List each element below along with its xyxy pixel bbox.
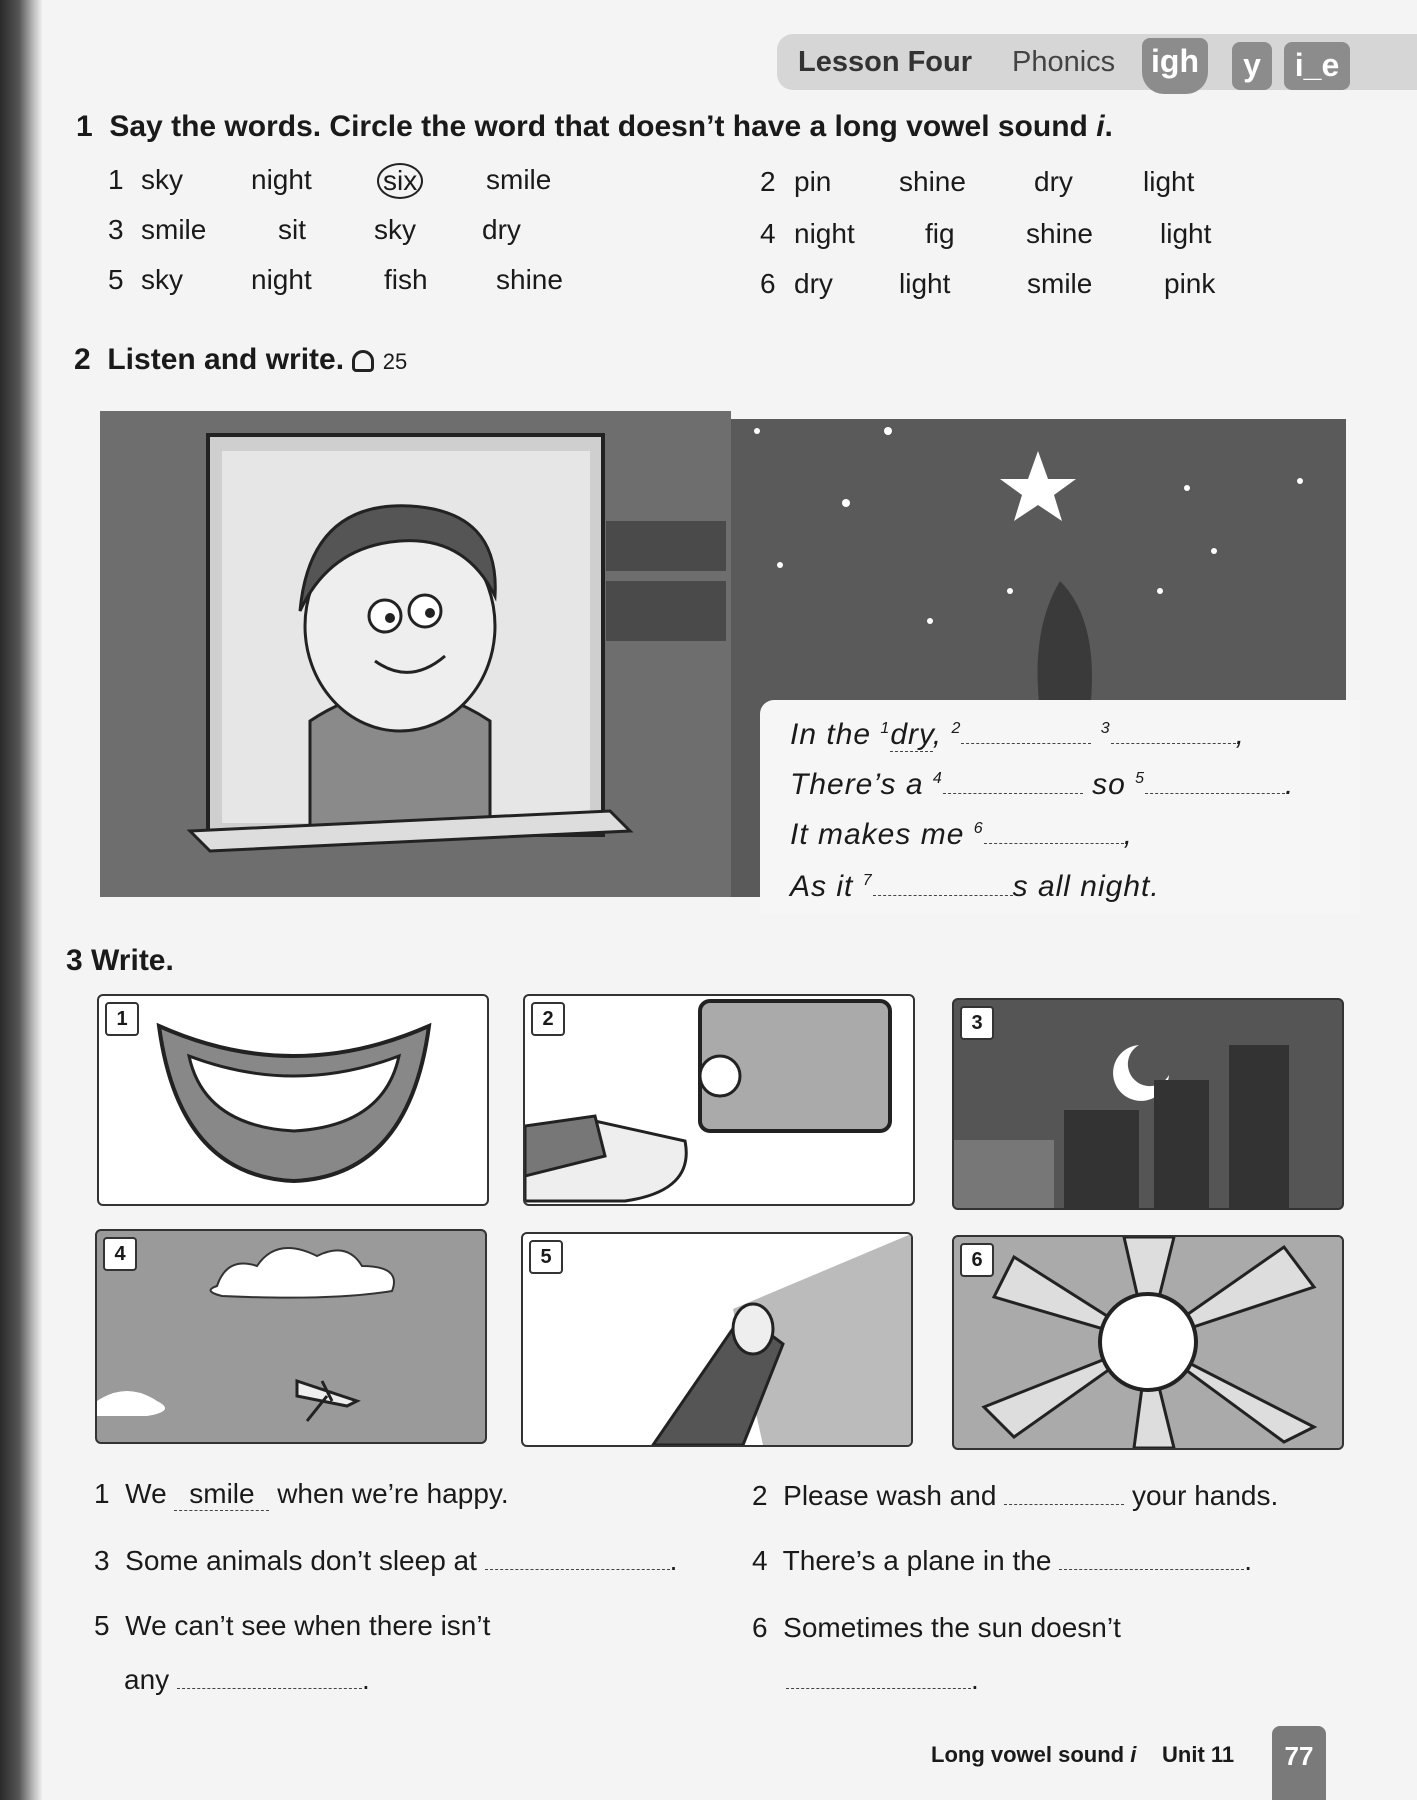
sentence-5 [94,1610,490,1642]
blank-number: 4 [932,770,943,787]
hand-dryer-icon [525,996,913,1204]
footer-topic [931,1742,1136,1768]
word[interactable]: shine [1026,218,1093,249]
smile-lips-icon [99,996,487,1204]
sentence-text: Please wash and [783,1480,997,1511]
exercise-2-instruction [74,343,407,377]
panel-number: 2 [531,1002,565,1036]
poem-line-1 [790,718,1245,752]
punctuation: , [1235,718,1245,751]
lesson-title: Lesson Four [798,46,973,78]
poem-text: As it [790,870,854,903]
panel-number: 5 [529,1240,563,1274]
poem-box [760,700,1360,914]
exercise-1-instruction [76,110,1113,144]
poem-line-3 [790,818,1133,852]
sentence-3 [94,1545,677,1577]
answer-blank[interactable] [984,819,1124,844]
picture-torch-light [521,1232,913,1447]
exercise-number: 3 [66,944,83,977]
blank-number: 2 [951,720,962,737]
instruction-text: Say the words. Circle the word that doesn’t have a long vowel sound [109,110,1097,143]
answer-blank[interactable] [1111,719,1236,744]
sentence-1 [94,1478,509,1511]
panel-number: 6 [960,1243,994,1277]
lesson-subject: Phonics [1012,46,1116,78]
word[interactable]: smile [1027,268,1093,299]
phonics-badge-igh: igh [1142,38,1208,94]
word[interactable]: light [1160,218,1212,249]
sun-icon [954,1237,1342,1448]
row-number: 1 [108,164,124,195]
sentence-4 [752,1545,1252,1577]
panel-number: 1 [105,1002,139,1036]
exercise-3-instruction [66,944,174,978]
word[interactable]: sky [141,264,183,295]
headphones-icon[interactable] [352,350,374,372]
row-number: 3 [108,214,124,245]
word[interactable]: dry [482,214,521,245]
sentence-text: your hands. [1131,1480,1279,1511]
punctuation: . [971,1664,979,1695]
sentence-text: when we’re happy. [277,1478,509,1509]
word[interactable]: smile [141,214,207,245]
blank-number: 1 [880,720,891,737]
poem-line-4 [790,870,1160,904]
picture-shining-sun [952,1235,1344,1450]
row-number: 5 [108,264,124,295]
sentence-text: We [125,1478,167,1509]
answer-blank[interactable] [177,1664,362,1689]
answer-blank[interactable] [873,871,1013,896]
instruction-text: Write. [91,944,174,977]
sentence-text: any [124,1664,170,1695]
row-number: 6 [760,268,776,299]
sentence-number: 6 [752,1612,768,1643]
picture-night-city [952,998,1344,1210]
exercise-number: 1 [76,110,93,143]
punctuation: , [932,718,943,751]
answer-blank[interactable] [961,719,1091,744]
word[interactable]: fish [384,264,428,295]
panel-number: 3 [960,1006,994,1040]
picture-smile [97,994,489,1206]
word[interactable]: night [794,218,855,249]
word-circled[interactable]: six [377,163,423,199]
answer-blank[interactable] [1004,1480,1124,1505]
word[interactable]: shine [899,166,966,197]
word[interactable]: sky [141,164,183,195]
page-number: 77 [1272,1726,1326,1800]
plane-in-sky-icon [97,1231,485,1442]
answer-blank[interactable] [1059,1545,1244,1570]
audio-track-number: 25 [382,349,408,374]
poem-text: There’s a [790,768,924,801]
instruction-end: . [1104,110,1113,143]
instruction-letter: i [1096,110,1105,143]
word[interactable]: night [251,264,312,295]
word[interactable]: light [1143,166,1195,197]
punctuation: . [1285,768,1295,801]
word[interactable]: dry [1034,166,1073,197]
sentence-5-continued [124,1664,370,1696]
answer-filled[interactable]: smile [174,1478,269,1511]
punctuation: , [1123,818,1133,851]
word[interactable]: light [899,268,951,299]
blank-number: 5 [1135,770,1146,787]
answer-blank[interactable] [943,769,1083,794]
word[interactable]: fig [925,218,955,249]
sentence-number: 1 [94,1478,110,1509]
sentence-text: Sometimes the sun doesn’t [783,1612,1121,1643]
sentence-number: 2 [752,1480,768,1511]
answer-filled[interactable]: dry [890,718,933,751]
word[interactable]: pink [1164,268,1216,299]
poem-line-2 [790,768,1294,802]
panel-number: 4 [103,1237,137,1271]
sentence-text: There’s a plane in the [782,1545,1052,1576]
book-binding-shadow [0,0,42,1800]
sentence-6 [752,1612,1121,1644]
sentence-text: We can’t see when there isn’t [125,1610,491,1641]
answer-blank[interactable] [485,1545,670,1570]
sentence-number: 3 [94,1545,110,1576]
punctuation: . [361,1664,370,1695]
row-number: 4 [760,218,776,249]
word[interactable]: smile [486,164,552,195]
row-number: 2 [760,166,776,197]
night-city-icon [954,1000,1342,1208]
answer-blank[interactable] [786,1664,971,1689]
answer-blank[interactable] [1145,769,1285,794]
footer-topic-letter: i [1130,1742,1137,1767]
word[interactable]: sit [278,214,306,245]
sentence-2 [752,1480,1278,1512]
exercise-number: 2 [74,343,91,376]
sentence-text: Some animals don’t sleep at [125,1545,477,1576]
sentence-number: 4 [752,1545,768,1576]
sentence-6-continued [786,1664,979,1696]
word[interactable]: pin [794,166,832,197]
blank-number: 3 [1100,720,1111,737]
poem-text: In the [790,718,872,751]
poem-text: It makes me [790,818,965,851]
word[interactable]: sky [374,214,416,245]
punctuation: . [1244,1545,1252,1576]
punctuation: . [669,1545,678,1576]
picture-dry-hands [523,994,915,1206]
poem-text: so [1092,768,1126,801]
word[interactable]: night [251,164,312,195]
blank-number: 7 [862,872,873,889]
phonics-badge-ie: i_e [1284,42,1350,90]
footer-unit: Unit 11 [1162,1742,1235,1767]
blank-number: 6 [973,820,984,837]
torch-flashlight-icon [523,1234,911,1445]
phonics-badge-y: y [1232,42,1272,90]
instruction-text: Listen and write. [107,343,345,376]
word[interactable]: shine [496,264,563,295]
poem-text: s all night. [1012,870,1160,903]
picture-sky-plane [95,1229,487,1444]
footer-topic-text: Long vowel sound [931,1742,1125,1767]
sentence-number: 5 [94,1610,110,1641]
word[interactable]: dry [794,268,833,299]
